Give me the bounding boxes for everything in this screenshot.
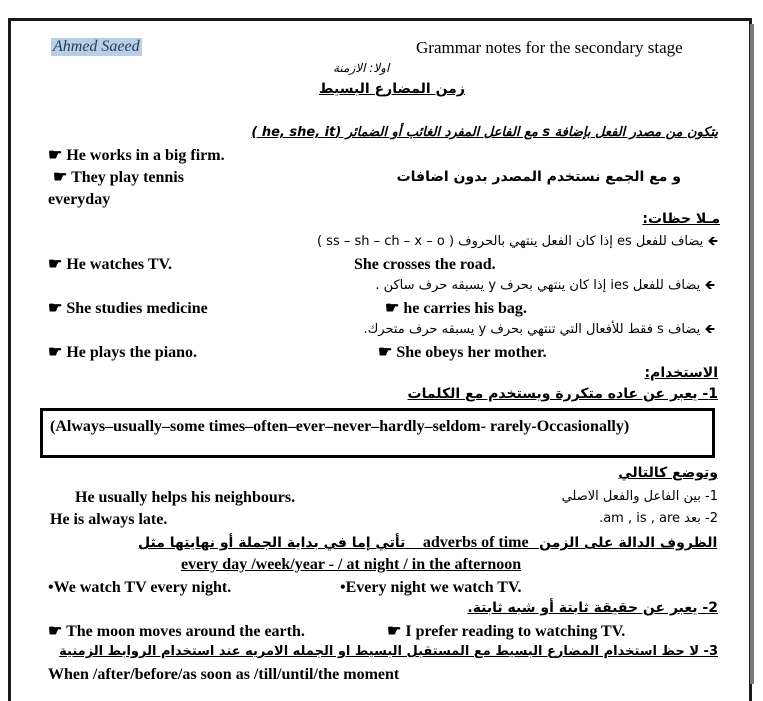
- time-adverbs-ar: الظروف الدالة على الزمن: [539, 535, 718, 551]
- time-expressions: every day /week/year - / at night / in the afternoon: [181, 556, 522, 573]
- note-es: 🡸 يضاف للفعل es إذا كان الفعل ينتهي بالحروف ( ss – sh – ch – x – o ): [316, 234, 718, 249]
- example-prefer: ☛ I prefer reading to watching TV.: [387, 623, 626, 640]
- example-crosses: She crosses the road.: [354, 256, 496, 273]
- placement-heading: وتوضع كالتالي: [618, 465, 718, 481]
- time-adverbs-en: adverbs of time: [422, 534, 529, 551]
- example-carries: ☛ he carries his bag.: [385, 300, 527, 317]
- example-always: He is always late.: [50, 511, 168, 528]
- example-tennis-cont: everyday: [48, 191, 111, 208]
- adverbs-list: (Always–usually–some times–often–ever–never–hardly–seldom- rarely-Occasionally): [50, 418, 630, 435]
- example-every-night: •Every night we watch TV.: [340, 579, 522, 596]
- time-linkers: When /after/before/as soon as /till/until/the moment: [48, 666, 400, 683]
- example-works: ☛ He works in a big firm.: [48, 147, 225, 164]
- example-usually: He usually helps his neighbours.: [75, 489, 296, 506]
- plural-rule: و مع الجمع نستخدم المصدر بدون اضافات: [396, 169, 681, 185]
- notes-heading: مـلا حظات:: [642, 211, 720, 227]
- time-adverbs-line: [138, 535, 717, 551]
- example-watches: ☛ He watches TV.: [48, 256, 172, 273]
- example-studies: ☛ She studies medicine: [48, 300, 208, 317]
- usage-3: 3- لا حظ استخدام المضارع البسيط مع المستقبل البسيط او الجمله الامريه عند استخدام الروابط الزمنية: [59, 644, 718, 659]
- adverbs-box: [40, 408, 715, 458]
- arrow-left-icon: 🡸: [707, 234, 718, 249]
- example-obeys: ☛ She obeys her mother.: [378, 344, 547, 361]
- section-label: اولا: الازمنة: [333, 61, 390, 75]
- page-shadow: [750, 24, 754, 684]
- time-adverbs-ar2: تأتي إما في بداية الجملة أو نهايتها مثل: [138, 535, 406, 551]
- note-s: 🡸 يضاف s فقط للأفعال التي تنتهي بحرف y يسبقه حرف متحرك.: [363, 322, 715, 337]
- example-plays: ☛ He plays the piano.: [48, 344, 198, 361]
- example-tennis: ☛ They play tennis: [53, 169, 184, 186]
- example-watch-tv: •We watch TV every night.: [48, 579, 232, 596]
- author-name: Ahmed Saeed: [53, 38, 140, 55]
- usage-2: 2- يعبر عن حقيقة ثابتة أو شبه ثابتة.: [467, 600, 718, 616]
- example-moon: ☛ The moon moves around the earth.: [48, 623, 305, 640]
- placement-2: 2- بعد am , is , are.: [599, 511, 718, 526]
- usage-1: 1- يعبر عن عاده متكررة ويستخدم مع الكلمات: [407, 386, 718, 402]
- arrow-left-icon: 🡸: [704, 322, 715, 337]
- tense-title: زمن المضارع البسيط: [319, 81, 465, 97]
- arrow-left-icon: 🡸: [704, 278, 715, 293]
- document-title: Grammar notes for the secondary stage: [416, 38, 683, 57]
- note-ies: 🡸 يضاف للفعل ies إذا كان ينتهي بحرف y يسبقه حرف ساكن .: [375, 278, 715, 293]
- formation-rule: يتكون من مصدر الفعل بإضافة s مع الفاعل المفرد الغائب أو الضمائر (he, she, it ): [251, 125, 718, 140]
- placement-1: 1- بين الفاعل والفعل الاصلي: [561, 489, 718, 504]
- usage-heading: الاستخدام:: [644, 365, 718, 381]
